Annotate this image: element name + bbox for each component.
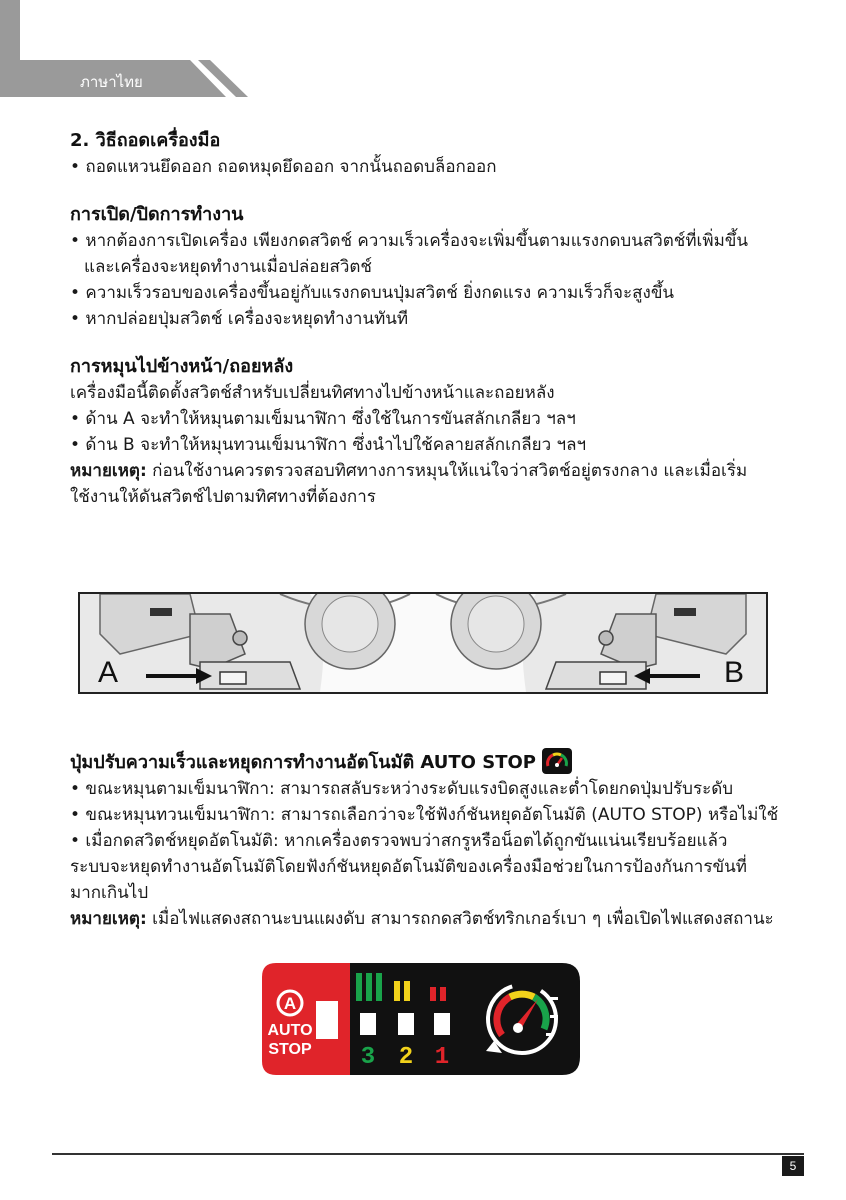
section-onoff-line: • ความเร็วรอบของเครื่องขึ้นอยู่กับแรงกดบนปุ่มสวิตช์ ยิ่งกดแรง ความเร็วก็จะสูงขึ้น: [70, 283, 675, 303]
section-onoff-line: • หากต้องการเปิดเครื่อง เพียงกดสวิตช์ ความเร็วเครื่องจะเพิ่มขึ้นตามแรงกดบนสวิตช์ที่เพิ่มขึ้น: [70, 231, 749, 251]
note-text: ก่อนใช้งานควรตรวจสอบทิศทางการหมุนให้แน่ใจว่าสวิตช์อยู่ตรงกลาง และเมื่อเริ่ม: [146, 461, 748, 481]
section-direction-note-cont: ใช้งานให้ดันสวิตช์ไปตามทิศทางที่ต้องการ: [70, 487, 376, 507]
section-direction-line: • ด้าน B จะทำให้หมุนทวนเข็มนาฬิกา ซึ่งนำไปใช้คลายสลักเกลียว ฯลฯ: [70, 435, 587, 455]
section-autostop-line: มากเกินไป: [70, 883, 149, 903]
section-onoff-line: และเครื่องจะหยุดทำงานเมื่อปล่อยสวิตช์: [84, 257, 372, 277]
level-3-label: 3: [360, 1044, 376, 1071]
note-label: หมายเหตุ:: [70, 461, 147, 481]
section-autostop-line: • ขณะหมุนทวนเข็มนาฬิกา: สามารถเลือกว่าจะใช้ฟังก์ชันหยุดอัตโนมัติ (AUTO STOP) หรือไม่ใช้: [70, 805, 779, 825]
language-tab-label: ภาษาไทย: [80, 73, 143, 91]
section-onoff-line: • หากปล่อยปุ่มสวิตช์ เครื่องจะหยุดทำงานทันที: [70, 309, 409, 329]
autostop-title-text: ปุ่มปรับความเร็วและหยุดการทำงานอัตโนมัติ AUTO STOP: [70, 752, 536, 773]
control-panel-illustration: [262, 963, 580, 1075]
direction-switch-figure: [78, 592, 768, 694]
panel-a-symbol: A: [283, 994, 297, 1013]
gauge-icon: [542, 748, 572, 774]
panel-auto-word: AUTO: [267, 1022, 313, 1039]
section-remove-title: 2. วิธีถอดเครื่องมือ: [70, 130, 221, 151]
level-2-label: 2: [398, 1044, 414, 1071]
section-autostop-line: ระบบจะหยุดทำงานอัตโนมัติโดยฟังก์ชันหยุดอัตโนมัติของเครื่องมือช่วยในการป้องกันการขันที่: [70, 857, 747, 877]
panel-stop-word: STOP: [268, 1041, 312, 1058]
section-onoff-title: การเปิด/ปิดการทำงาน: [70, 204, 244, 225]
autostop-section: [70, 748, 800, 932]
label-a: A: [98, 656, 119, 689]
page-number: 5: [782, 1156, 804, 1176]
label-b: B: [724, 656, 745, 689]
section-direction-line: เครื่องมือนี้ติดตั้งสวิตช์สำหรับเปลี่ยนทิศทางไปข้างหน้าและถอยหลัง: [70, 383, 555, 403]
note-text: เมื่อไฟแสดงสถานะบนแผงดับ สามารถกดสวิตช์ทริกเกอร์เบา ๆ เพื่อเปิดไฟแสดงสถานะ: [146, 909, 774, 929]
section-autostop-title: [70, 748, 800, 776]
section-autostop-note: [70, 906, 800, 932]
section-direction-line: • ด้าน A จะทำให้หมุนตามเข็มนาฬิกา ซึ่งใช้ในการขันสลักเกลียว ฯลฯ: [70, 409, 576, 429]
note-label: หมายเหตุ:: [70, 909, 147, 929]
section-remove-line: • ถอดแหวนยึดออก ถอดหมุดยึดออก จากนั้นถอดบล็อกออก: [70, 157, 497, 177]
level-1-label: 1: [434, 1044, 450, 1071]
footer-rule: [52, 1153, 804, 1155]
section-direction-note: [70, 458, 800, 484]
section-autostop-line: • ขณะหมุนตามเข็มนาฬิกา: สามารถสลับระหว่างระดับแรงบิดสูงและต่ำโดยกดปุ่มปรับระดับ: [70, 779, 734, 799]
main-content: [70, 128, 800, 510]
section-autostop-line: • เมื่อกดสวิตช์หยุดอัตโนมัติ: หากเครื่องตรวจพบว่าสกรูหรือน็อตได้ถูกขันแน่นเรียบร้อยแล้ว: [70, 831, 728, 851]
section-direction-title: การหมุนไปข้างหน้า/ถอยหลัง: [70, 356, 294, 377]
